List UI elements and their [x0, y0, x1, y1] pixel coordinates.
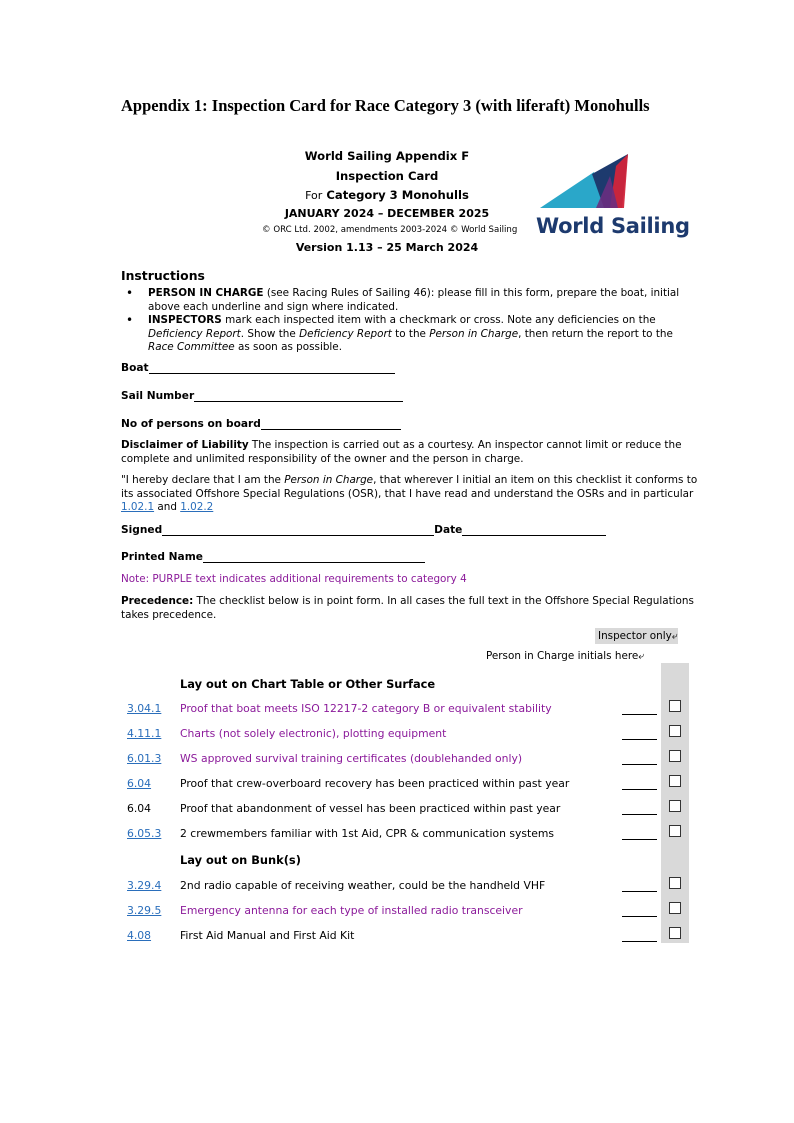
- printed-name-underline[interactable]: [203, 551, 425, 563]
- header-line-6: Version 1.13 – 25 March 2024: [295, 241, 479, 254]
- printed-name-field[interactable]: [121, 551, 425, 563]
- boat-label: Boat: [121, 362, 149, 374]
- instructions-heading: Instructions: [121, 268, 205, 283]
- checklist-item: Charts (not solely electronic), plotting equipment: [180, 727, 447, 740]
- instruction-bold: INSPECTORS: [148, 314, 222, 327]
- instruction-italic: Race Committee: [148, 341, 235, 354]
- checklist-item: WS approved survival training certificates (doublehanded only): [180, 752, 523, 765]
- instruction-text: as soon as possible.: [234, 341, 343, 354]
- instruction-text: (see Racing Rules of Sailing 46): please fill in this form, prepare the boat, initial above each underline and sign where indicated.: [148, 287, 680, 313]
- initials-line[interactable]: [622, 941, 657, 942]
- section-title-bunks: Lay out on Bunk(s): [180, 853, 301, 867]
- signed-underline[interactable]: [162, 524, 434, 536]
- disclaimer-text: The inspection is carried out as a courtesy. An inspector cannot limit or reduce the complete and unlimited responsibility of the owner and the person in charge.: [121, 439, 682, 465]
- instruction-text: to the: [391, 327, 430, 340]
- instruction-item-person-in-charge: [121, 287, 696, 314]
- instruction-item-inspectors: [121, 314, 696, 355]
- sail-number-label: Sail Number: [121, 390, 195, 402]
- inspector-checkbox[interactable]: [669, 877, 681, 889]
- initials-line[interactable]: [622, 916, 657, 917]
- precedence-bold: Precedence:: [121, 595, 194, 607]
- persons-label: No of persons on board: [121, 418, 261, 430]
- header-line-2: Inspection Card: [335, 169, 439, 183]
- checklist-item: First Aid Manual and First Aid Kit: [180, 929, 355, 942]
- instruction-italic: Deficiency Report: [148, 327, 241, 340]
- precedence: [121, 595, 701, 622]
- osr-ref-link[interactable]: 4.11.1: [127, 727, 162, 740]
- boat-field[interactable]: [121, 362, 395, 374]
- date-underline[interactable]: [462, 524, 606, 536]
- inspector-checkbox[interactable]: [669, 775, 681, 787]
- initials-line[interactable]: [622, 714, 657, 715]
- initials-line[interactable]: [622, 814, 657, 815]
- header-line-5: © ORC Ltd. 2002, amendments 2003-2024 © World Sailing: [262, 225, 518, 235]
- inspector-checkbox[interactable]: [669, 902, 681, 914]
- instructions-list: [121, 287, 696, 355]
- persons-on-board-field[interactable]: [121, 418, 401, 430]
- instruction-text: . Show the: [240, 327, 300, 340]
- date-label: Date: [434, 524, 463, 536]
- header-line-4: JANUARY 2024 – DECEMBER 2025: [284, 207, 490, 220]
- signed-label: Signed: [121, 524, 163, 536]
- instruction-text: , then return the report to the: [518, 327, 673, 340]
- sail-number-underline[interactable]: [194, 390, 403, 402]
- initials-line[interactable]: [622, 891, 657, 892]
- header-line-3-bold: Category 3 Monohulls: [326, 188, 469, 202]
- inspector-only-label: Inspector only⤶: [595, 628, 678, 644]
- precedence-text: The checklist below is in point form. In all cases the full text in the Offshore Special Regulations takes precedence.: [121, 595, 694, 621]
- disclaimer-bold: Disclaimer of Liability: [121, 439, 249, 451]
- header-line-3: [262, 188, 512, 202]
- osr-ref-link[interactable]: 6.01.3: [127, 752, 162, 765]
- initials-line[interactable]: [622, 839, 657, 840]
- inspector-checkbox[interactable]: [669, 700, 681, 712]
- header-line-1: World Sailing Appendix F: [304, 149, 470, 163]
- section-title-chart-table: Lay out on Chart Table or Other Surface: [180, 677, 436, 691]
- osr-ref-link[interactable]: 6.04: [127, 777, 152, 790]
- declaration-text: "I hereby declare that I am the: [121, 474, 285, 486]
- purple-note: Note: PURPLE text indicates additional requirements to category 4: [121, 573, 467, 585]
- instruction-text: mark each inspected item with a checkmark or cross. Note any deficiencies on the: [221, 314, 656, 327]
- checklist-item: Proof that crew-overboard recovery has been practiced within past year: [180, 777, 570, 790]
- persons-underline[interactable]: [261, 418, 401, 430]
- osr-ref-link[interactable]: 3.29.5: [127, 904, 162, 917]
- inspector-checkbox[interactable]: [669, 725, 681, 737]
- header-line-3-prefix: For: [305, 189, 323, 202]
- inspector-checkbox[interactable]: [669, 825, 681, 837]
- osr-ref-link[interactable]: 3.04.1: [127, 702, 162, 715]
- declaration: [121, 474, 701, 515]
- page-title: Appendix 1: Inspection Card for Race Category 3 (with liferaft) Monohulls: [121, 96, 650, 115]
- boat-underline[interactable]: [149, 362, 395, 374]
- logo-text: World Sailing: [536, 214, 690, 238]
- inspector-checkbox[interactable]: [669, 800, 681, 812]
- printed-name-label: Printed Name: [121, 551, 203, 563]
- world-sailing-logo: [536, 152, 690, 247]
- disclaimer: [121, 439, 701, 466]
- signed-field[interactable]: [121, 524, 606, 536]
- checklist-item: 2nd radio capable of receiving weather, could be the handheld VHF: [180, 879, 546, 892]
- osr-ref-link[interactable]: 6.05.3: [127, 827, 162, 840]
- instruction-italic: Person in Charge: [429, 327, 519, 340]
- checklist-item: Emergency antenna for each type of installed radio transceiver: [180, 904, 523, 917]
- checklist-item: Proof that boat meets ISO 12217-2 category B or equivalent stability: [180, 702, 552, 715]
- person-in-charge-label: Person in Charge initials here⤶: [486, 650, 645, 662]
- inspector-checkbox[interactable]: [669, 927, 681, 939]
- declaration-italic: Person in Charge: [284, 474, 374, 486]
- inspector-checkbox[interactable]: [669, 750, 681, 762]
- osr-ref: 6.04: [127, 802, 152, 815]
- initials-line[interactable]: [622, 789, 657, 790]
- initials-line[interactable]: [622, 739, 657, 740]
- instruction-bold: PERSON IN CHARGE: [148, 287, 264, 299]
- sail-number-field[interactable]: [121, 390, 403, 402]
- instruction-italic: Deficiency Report: [299, 327, 392, 340]
- checklist-item: 2 crewmembers familiar with 1st Aid, CPR & communication systems: [180, 827, 555, 840]
- osr-link-1-02-1[interactable]: 1.02.1: [121, 501, 155, 514]
- checklist-item: Proof that abandonment of vessel has been practiced within past year: [180, 802, 561, 815]
- osr-ref-link[interactable]: 4.08: [127, 929, 152, 942]
- osr-link-1-02-2[interactable]: 1.02.2: [180, 501, 214, 514]
- declaration-text: and: [154, 501, 181, 514]
- declaration-text: , that wherever I initial an item on this checklist it conforms to its associated Offshore Special Regulations (OSR), that I have read and understand the OSRs and in particular: [121, 474, 698, 500]
- osr-ref-link[interactable]: 3.29.4: [127, 879, 162, 892]
- initials-line[interactable]: [622, 764, 657, 765]
